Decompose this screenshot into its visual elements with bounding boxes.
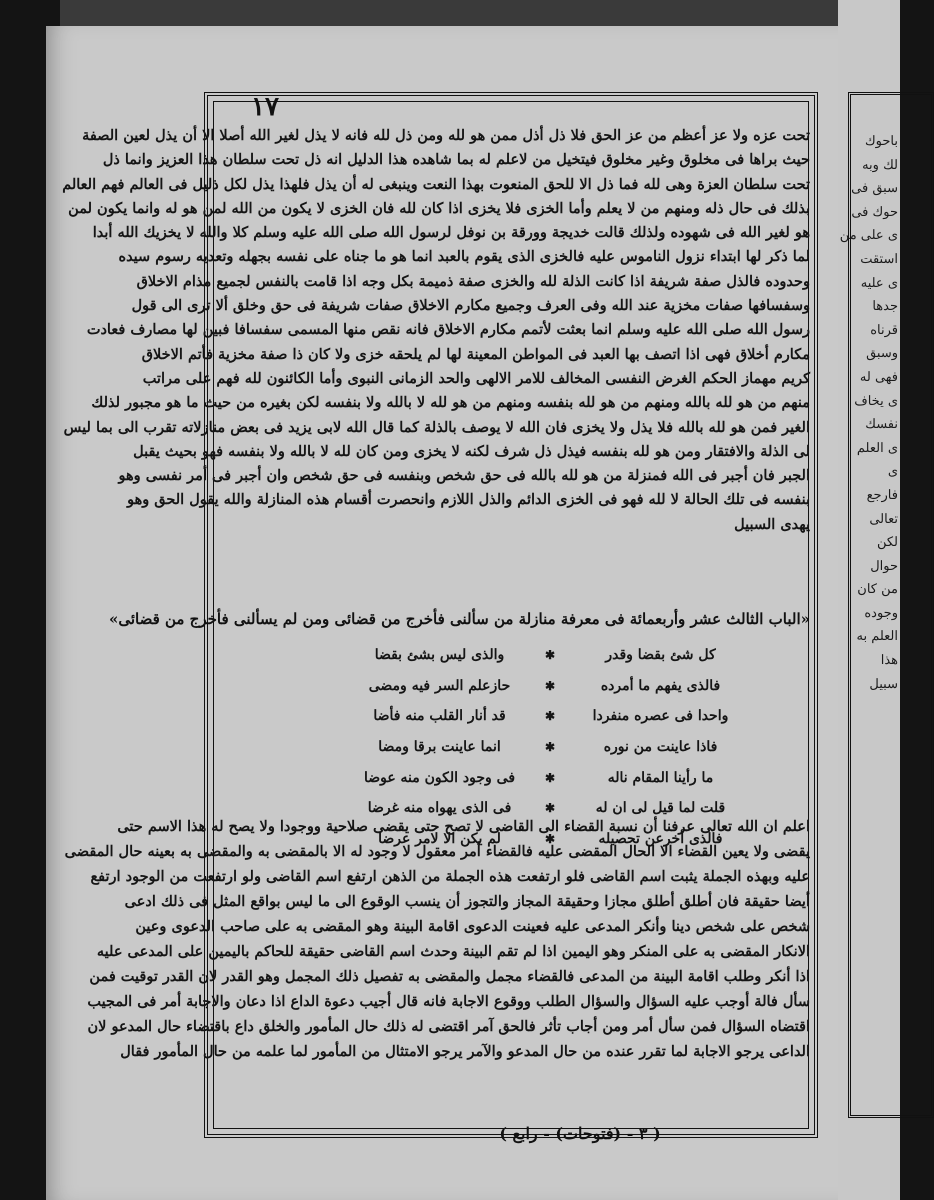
verse-separator-star: ✱ (544, 770, 556, 785)
facing-page-line: سبق فى (851, 181, 898, 197)
verse-first-hemistich: واحدا فى عصره منفردا (592, 708, 729, 725)
verse-second-hemistich: لم يكن الا لامر عرضا (378, 830, 501, 847)
text-line: كريم مهماز الحكم الغرض النفسى المخالف للامر الالهى والحد الزمانى النبوى وأما الكائنون لله فهم على مراتب (142, 369, 810, 387)
page-number: ١٧ (251, 92, 279, 122)
text-line: تحت عزه ولا عز أعظم من عز الحق فلا ذل أذل ممن هو لله ومن ذل لله فانه لا يذل لغير الله أصلا الا أن يذل لعين الصفة (82, 127, 810, 144)
text-line: اعلم ان الله تعالى عرفنا أن نسبة القضاء الى القاضى لا تصح حتى يقضى صلاحية ووجودا ولا يصح له هذا الاسم حتى (117, 818, 810, 835)
facing-page-line: فهى له (859, 369, 898, 385)
verse-second-hemistich: قد أنار القلب منه فأضا (373, 708, 506, 725)
text-line: الانكار المقضى به على المنكر وهو اليمين اذا لم تقم البينة وحدث اسم القاضى حقيقة للحاكم باليمين على المدعى عليه (96, 943, 810, 960)
facing-page-line: سبيل (869, 676, 898, 692)
verse-separator-star: ✱ (544, 709, 556, 724)
body-paragraph-1 (62, 124, 810, 537)
poem-verse (340, 762, 760, 793)
facing-page-line: لك وبه (862, 157, 898, 173)
text-line: حيث براها فى مخلوق وغير مخلوق فيتخيل من لاعلم له بما شاهده هذا الدليل انه ذل تحت سلطان هذا العزيز وانما ذل (102, 151, 810, 169)
text-line: وسفسافها صفات مخزية عند الله وفى العرف وجميع مكارم الاخلاق صفات شريفة فى حق وخلق ألا ترى الى قول (131, 297, 810, 315)
facing-page-line: حوال (870, 558, 898, 574)
facing-page-line: فارجع (866, 487, 898, 503)
facing-page-line: وجوده (864, 605, 898, 621)
verse-first-hemistich: ما رأينا المقام ناله (607, 769, 714, 786)
facing-page-line: العلم به (856, 629, 898, 645)
text-line: الغير فمن هو لله بالله فلا يذل ولا يخزى فان الله لا يوصف بالذلة كما قال الله لابى يزيد فى بعض منازلاته تقرب الى بما ليس (63, 418, 810, 436)
facing-page-line: جدها (872, 299, 898, 315)
facing-page-line: ى العلم (856, 440, 898, 456)
poem-verse (340, 732, 760, 763)
facing-page-line: وسبق (866, 346, 898, 362)
verse-separator-star: ✱ (544, 801, 556, 816)
facing-page (838, 0, 900, 1200)
poem-verse (340, 671, 760, 702)
verse-second-hemistich: انما عاينت برقا ومضا (378, 739, 501, 756)
body-paragraph-2 (64, 814, 810, 1064)
text-line: أيضا حقيقة فان أطلق أطلق مجازا وحقيقة المجاز والتجوز أن ينسب الوقوع الى ما ليس بواقع المثل فى ذلك ادعى (124, 893, 810, 910)
text-line: مكارم أخلاق فهى اذا اتصف بها العبد فى المواطن المعينة لها لم يلحقه خزى ولا كان ذا صفة مخزية فأتم الاخلاق (141, 345, 810, 363)
facing-page-line: قرناه (870, 322, 898, 338)
facing-page-line: تعالى (869, 511, 898, 527)
verse-second-hemistich: والذى ليس بشئ بقضا (374, 647, 505, 664)
facing-page-line: ى يخاف (854, 393, 898, 409)
facing-page-line: ى عليه (860, 275, 898, 291)
facing-page-line: نفسك (865, 417, 898, 433)
poem-verse (340, 701, 760, 732)
text-line: لى الذلة والافتقار ومن هو لله بنفسه فيذل ذل شرف لكنه لا يخزى ومن كان لله لا بالله ولا بنفسه فهو بحيث يقبل (133, 442, 810, 460)
text-line: بنفسه فى تلك الحالة لا لله فهو فى الخزى الدائم والذل اللازم وانحصرت أقسام هذه المنازلة والله يقول الحق وهو (127, 491, 810, 509)
text-line: شخص على شخص دينا وأنكر المدعى عليه فعينت الدعوى اقامة البينة وهو المقضى به على صاحب الدعوى وعين (135, 918, 810, 935)
verse-separator-star: ✱ (544, 648, 556, 663)
text-line: لما ذكر لها ابتداء نزول الناموس عليه فالخزى الذى يقوم بالعبد انما هو ما جناه على نفسه بجهله وتعديه رسوم سيده (118, 248, 810, 266)
text-line: وحدوده فالذل صفة شريفة اذا كانت الذلة لله والخزى صفة ذميمة بكل وجه اذا قامت بالنفس لجميع مذام الاخلاق (136, 272, 810, 290)
verse-separator-star: ✱ (544, 678, 556, 693)
verse-first-hemistich: فاذا عاينت من نوره (603, 739, 718, 756)
text-line: الداعى يرجو الاجابة لما تقرر عنده من حال المدعو والآمر يرجو الامتثال من المأمور لما علمه من حال المأمور فقال (120, 1043, 810, 1060)
verse-first-hemistich: قلت لما قيل لى ان له (595, 800, 726, 817)
facing-page-line: هذا (880, 653, 898, 669)
text-line: سأل فالة أوجب عليه السؤال والسؤال الطلب ووقوع الاجابة فانه قال أجيب دعوة الداع اذا دعان والاجابة أمر فى المجيب (87, 993, 810, 1010)
verse-second-hemistich: حازعلم السر فيه ومضى (368, 677, 511, 694)
verse-second-hemistich: فى وجود الكون منه عوضا (363, 769, 516, 786)
verse-separator-star: ✱ (544, 740, 556, 755)
text-line: اذا أنكر وطلب اقامة البينة من المدعى فالقضاء مجمل والمقضى به تفصيل ذلك المجمل وهو القدر لان القدر توقيت فمن (89, 968, 810, 985)
facing-page-line: ى (887, 464, 898, 480)
verse-first-hemistich: فالذى أخرعن تحصيله (598, 830, 723, 847)
facing-page-text (839, 130, 898, 696)
facing-page-line: استقت (860, 251, 898, 267)
text-line: رسول الله صلى الله عليه وسلم انما بعثت لأتمم مكارم الاخلاق فانه نقص منها المسمى سفسافا فبين لها مصارف فعادت (86, 321, 810, 339)
poem-verse (340, 640, 760, 671)
text-line: هو لغير الله فى شهوده ولذلك قالت خديجة وورقة بن نوفل لرسول الله صلى الله عليه وسلم كلا والله لا يخزيك الله أبدا (92, 224, 810, 242)
facing-page-line: من كان (857, 582, 898, 598)
text-line: منهم من هو لله بالله ومنهم من هو لله بنفسه ومنهم من هو لله لا بالله ولا بنفسه لكن بغيره من حيث ما هو مجبور لذلك (91, 394, 810, 412)
chapter-title: «الباب الثالث عشر وأربعمائة فى معرفة منازلة من سألنى فأخرج من قضائى ومن لم يسألنى فأخرج من قضائى» (108, 610, 810, 628)
text-line: تحت سلطان العزة وهى لله فما ذل الا للحق المنعوت بهذا النعت وينبغى له أن يذل فلهذا يذل لكل ذليل فى العالم فهم العالم (62, 175, 810, 193)
text-line: يقضى ولا يعين القضاء الا الحال المقضى عليه فالقضاء أمر معقول لا وجود له الا بالمقضى به والمقضى به بعينه حال المقضى (64, 843, 810, 860)
verse-second-hemistich: فى الذى يهواه منه غرضا (367, 800, 512, 817)
verse-first-hemistich: فالذى يفهم ما أمرده (600, 677, 721, 694)
text-line: اقتضاه السؤال فمن سأل أمر ومن أجاب تأثر فالحق آمر اقتضى له ذلك حال المأمور والخلق داع باقتضاء حال المدعو لان (87, 1018, 810, 1035)
facing-page-line: لكن (876, 535, 898, 551)
text-line: بذلك فى حال ذله ومنهم من لا يعلم وأما الخزى فلا يخزى اذا كان لله فان الخزى لا يكون من الله لمن هو له وانما يكون لمن (68, 199, 810, 217)
verse-first-hemistich: كل شئ بقضا وقدر (605, 647, 716, 664)
text-line: عليه وبهذه الجملة يثبت اسم القاضى فلو ارتفعت هذه الجملة من الذهن ارتفع اسم القاضى ولو ارتفعت من الوجود ارتفع (90, 868, 810, 885)
verse-separator-star: ✱ (544, 831, 556, 846)
facing-page-line: ى على من (839, 228, 898, 244)
facing-page-line: حوك فى (851, 204, 898, 220)
text-line: الجبر فان أجبر فى الله فمنزلة من هو لله بالله فى حق شخص وبنفسه فى حق شخص وان أجبر فى أمر نفسى وهو (118, 467, 810, 485)
facing-page-line: باحوك (864, 134, 898, 149)
text-line: يهدى السبيل (734, 515, 810, 533)
footer-signature: ( ٣ - (فتوحات) - رابع ) (499, 1124, 661, 1143)
